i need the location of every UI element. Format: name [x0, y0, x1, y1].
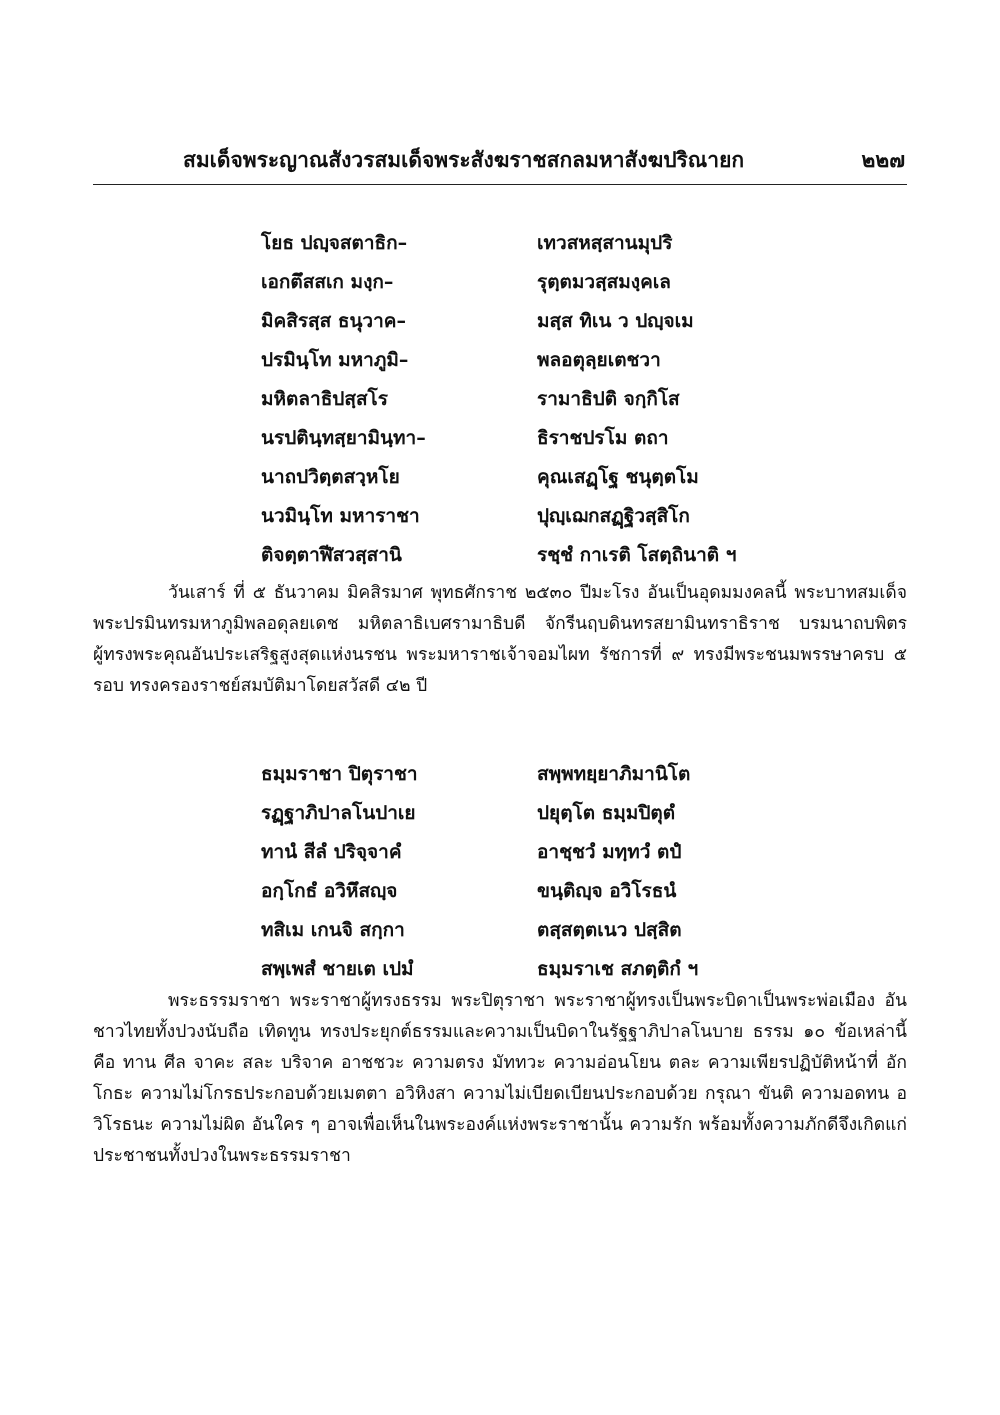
verse-right: พลอตุลฺยเตชวา: [537, 349, 661, 371]
verse-right: ธมฺมราเช สภตฺติกํ ฯ: [537, 958, 699, 980]
verse-line: [261, 267, 861, 306]
verse-right: รชฺชํ กาเรติ โสตฺถินาติ ฯ: [537, 544, 737, 566]
verse-right: สพฺพทยฺยาภิมานิโต: [537, 763, 691, 785]
verse-right: รุตฺตมวสฺสมงฺคเล: [537, 271, 671, 293]
pali-verse-1: [261, 228, 861, 579]
verse-left: ทสิเม เกนจิ สกฺกา: [261, 919, 405, 941]
verse-left: ธมฺมราชา ปิตุราชา: [261, 763, 418, 785]
verse-left: นาถปวิตฺตสวฺหโย: [261, 466, 400, 488]
verse-left: ปรมินฺโท มหาภูมิ–: [261, 349, 409, 371]
verse-line: [261, 540, 861, 579]
verse-left: มิคสิรสฺส ธนุวาค–: [261, 310, 406, 332]
verse-left: เอกตึสสเก มงฺก–: [261, 271, 394, 293]
verse-right: ปยุตฺโต ธมฺมปิตุตํ: [537, 802, 676, 824]
verse-line: [261, 876, 861, 915]
verse-left: นรปตินฺทสฺยามินฺทา–: [261, 427, 426, 449]
verse-right: มสฺส ทิเน ว ปญฺจเม: [537, 310, 694, 332]
verse-left: รฏฺฐาภิปาลโนปาเย: [261, 802, 416, 824]
verse-line: [261, 306, 861, 345]
verse-right: รามาธิปติ จกฺกิโส: [537, 388, 680, 410]
verse-left: สพฺเพสํ ชายเต เปมํ: [261, 958, 414, 980]
verse-left: โยธ ปญฺจสตาธิก–: [261, 232, 408, 254]
verse-right: ขนฺติญฺจ อวิโรธนํ: [537, 880, 677, 902]
verse-left: มหิตลาธิปสฺสโร: [261, 388, 388, 410]
page-header: [93, 138, 907, 185]
verse-left: อกฺโกธํ อวิหึสญฺจ: [261, 880, 398, 902]
prose-paragraph-1: [93, 578, 907, 702]
verse-right: ตสฺสตฺตเนว ปสฺสิต: [537, 919, 682, 941]
verse-line: [261, 423, 861, 462]
verse-line: [261, 759, 861, 798]
verse-left: ติจตฺตาฬีสวสฺสานิ: [261, 544, 402, 566]
paragraph-text: วันเสาร์ ที่ ๕ ธันวาคม มิคสิรมาศ พุทธศักราช ๒๕๓๐ ปีมะโรง อันเป็นอุดมมงคลนี้ พระบาทสมเด็จพระปรมินทรมหาภูมิพลอดุลยเดช มหิตลาธิเบศรามาธิบดี จักรีนฤบดินทรสยามินทราธิราช บรมนาถบพิตร ผู้ทรงพระคุณอันประเสริฐสูงสุดแห่งนรชน พระมหาราชเจ้าจอมไผท รัชการที่ ๙ ทรงมีพระชนมพรรษาครบ ๕ รอบ ทรงครองราชย์สมบัติมาโดยสวัสดี ๔๒ ปี: [93, 583, 907, 696]
verse-left: นวมินฺโท มหาราชา: [261, 505, 420, 527]
paragraph-text: พระธรรมราชา พระราชาผู้ทรงธรรม พระปิตุราชา พระราชาผู้ทรงเป็นพระบิดาเป็นพระพ่อเมือง อันชาวไทยทั้งปวงนับถือ เทิดทูน ทรงประยุกต์ธรรมและความเป็นบิดาในรัฐฐาภิปาลโนบาย ธรรม ๑๐ ข้อเหล่านี้ คือ ทาน ศีล จาคะ สละ บริจาค อาชชวะ ความตรง มัททวะ ความอ่อนโยน ตละ ความเพียรปฏิบัติหน้าที่ อักโกธะ ความไม่โกรธประกอบด้วยเมตตา อวิหิงสา ความไม่เบียดเบียนประกอบด้วย กรุณา ขันติ ความอดทน อวิโรธนะ ความไม่ผิด อันใคร ๆ อาจเพื่อเห็นในพระองค์แห่งพระราชานั้น ความรัก พร้อมทั้งความภักดีจึงเกิดแก่ประชาชนทั้งปวงในพระธรรมราชา: [93, 991, 907, 1166]
verse-line: [261, 228, 861, 267]
verse-right: เทวสหสฺสานมุปริ: [537, 232, 673, 254]
prose-paragraph-2: [93, 986, 907, 1172]
header-title: สมเด็จพระญาณสังวรสมเด็จพระสังฆราชสกลมหาสังฆปริณายก: [183, 148, 745, 172]
verse-line: [261, 915, 861, 954]
verse-right: คุณเสฏฺโฐ ชนุตฺตโม: [537, 466, 699, 488]
verse-right: อาชฺชวํ มทฺทวํ ตปํ: [537, 841, 682, 863]
verse-line: [261, 384, 861, 423]
verse-line: [261, 798, 861, 837]
verse-right: ธิราชปรโม ตถา: [537, 427, 669, 449]
verse-line: [261, 837, 861, 876]
verse-line: [261, 501, 861, 540]
verse-line: [261, 345, 861, 384]
page-number: ๒๒๗: [861, 148, 905, 172]
verse-left: ทานํ สีลํ ปริจฺจาคํ: [261, 841, 402, 863]
pali-verse-2: [261, 759, 861, 993]
verse-right: ปุญฺเฌกสฏฺฐิวสฺสิโก: [537, 505, 690, 527]
verse-line: [261, 462, 861, 501]
